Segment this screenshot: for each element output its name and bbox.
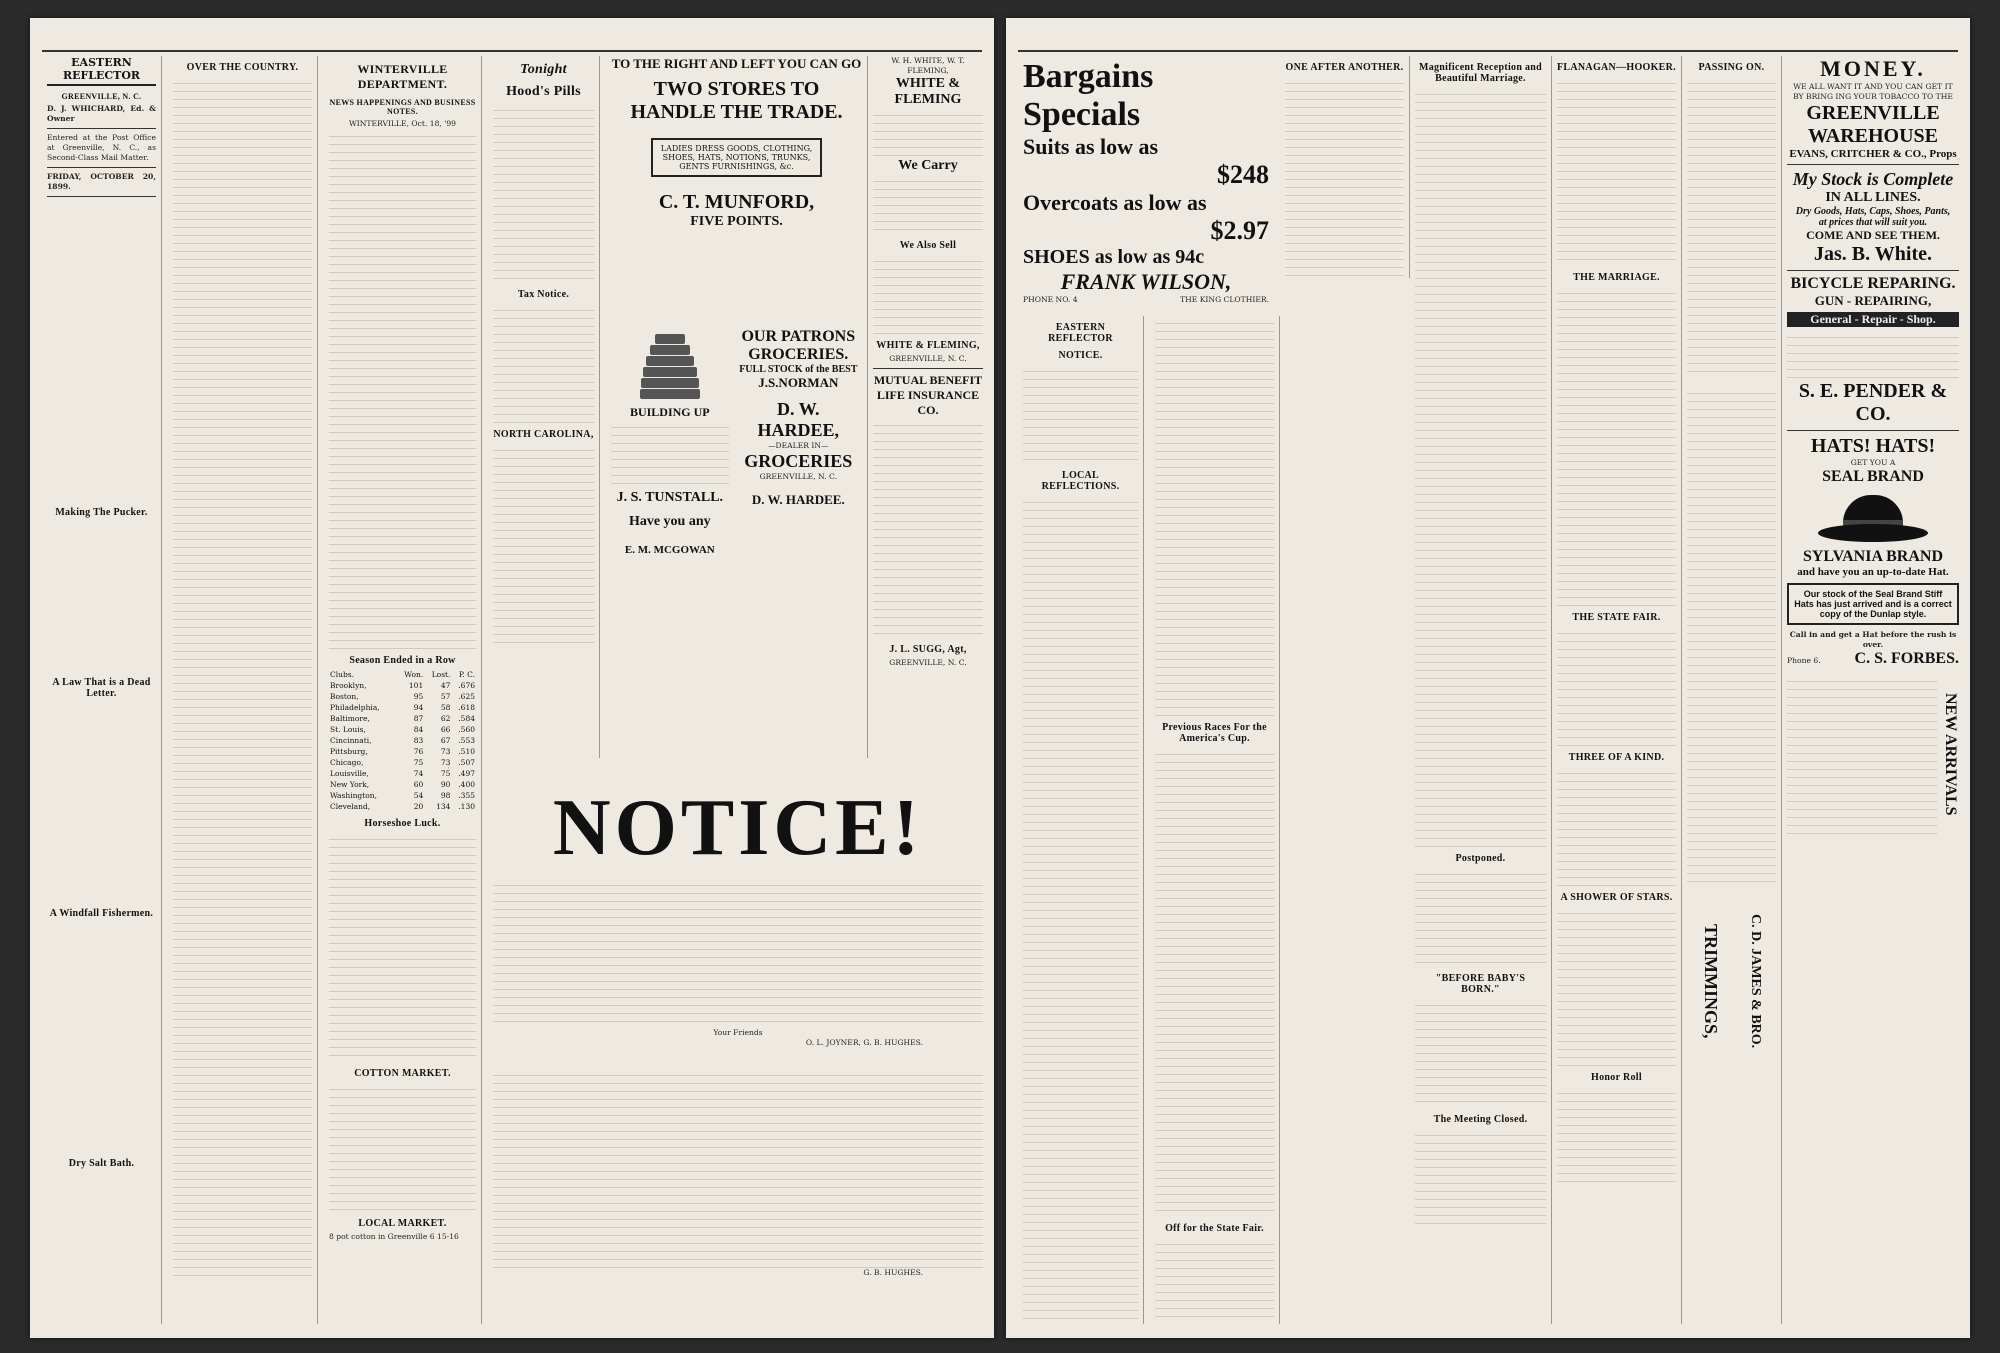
standings-header-cell: Clubs. xyxy=(330,670,355,679)
standings-row xyxy=(329,680,476,691)
standings-cell: 75 xyxy=(413,758,424,767)
left-page xyxy=(30,18,994,1338)
standings-header-cell: P. C. xyxy=(458,670,475,679)
our-patrons: OUR PATRONS xyxy=(741,328,856,345)
stock-line5: COME AND SEE THEM. xyxy=(1806,228,1940,242)
headline: THE STATE FAIR. xyxy=(1572,612,1661,623)
bicycle-line1: BICYCLE REPARING. xyxy=(1790,275,1956,292)
frank-wilson: FRANK WILSON, xyxy=(1060,269,1232,294)
standings-row xyxy=(329,757,476,768)
bargains-ad xyxy=(1018,58,1274,308)
white-fleming-ad xyxy=(868,56,988,848)
column-text-block xyxy=(1687,76,1776,376)
stores-line1: TO THE RIGHT AND LEFT YOU CAN GO xyxy=(611,56,862,71)
standings-cell: .355 xyxy=(458,791,475,800)
local-reflections: LOCAL REFLECTIONS. xyxy=(1041,470,1120,492)
shoes-line: SHOES as low as 94c xyxy=(1023,246,1205,268)
column-text-block xyxy=(1687,386,1776,886)
standings-row xyxy=(329,790,476,801)
standings-cell: .510 xyxy=(458,747,475,756)
left-col-3 xyxy=(324,56,482,1324)
stock-line3: Dry Goods, Hats, Caps, Shoes, Pants, xyxy=(1795,206,1951,217)
left-col-1 xyxy=(42,56,162,1324)
column-text-block xyxy=(47,201,156,501)
bargains-phone: PHONE NO. 4 xyxy=(1023,295,1078,304)
standings-cell: Cincinnati, xyxy=(330,736,372,745)
standings-cell: St. Louis, xyxy=(330,725,366,734)
left-col-4 xyxy=(488,56,600,758)
headline: Making The Pucker. xyxy=(55,507,148,518)
column-text-block xyxy=(1557,626,1676,746)
standings-cell: 67 xyxy=(440,736,451,745)
right-col-5 xyxy=(1682,56,1782,1324)
patrons-groceries: GROCERIES. xyxy=(748,346,849,363)
standings-row xyxy=(329,735,476,746)
standings-cell: Boston, xyxy=(330,692,359,701)
standings-cell: .618 xyxy=(458,703,475,712)
stock-line1: My Stock is Complete xyxy=(1792,169,1954,189)
hats-phone: Phone 6. xyxy=(1787,656,1821,665)
standings-cell: 73 xyxy=(440,747,451,756)
column-text-block xyxy=(873,108,983,158)
standings-cell: 60 xyxy=(413,780,424,789)
sylvania-brand: SYLVANIA BRAND xyxy=(1802,548,1944,565)
standings-cell: .553 xyxy=(458,736,475,745)
standings-cell: 76 xyxy=(413,747,424,756)
standings-cell: 101 xyxy=(408,681,424,690)
masthead-editor: D. J. WHICHARD, Ed. & Owner xyxy=(47,104,156,123)
standings-cell: .130 xyxy=(458,802,475,811)
column-text-block xyxy=(1557,286,1676,606)
standings-cell: 87 xyxy=(413,714,424,723)
standings-header-cell: Won. xyxy=(404,670,424,679)
left-col-2 xyxy=(168,56,318,1324)
notice-sign: G. B. HUGHES. xyxy=(863,1268,923,1277)
bicycle-line2: GUN - REPAIRING, xyxy=(1814,293,1932,308)
wf-names: W. H. WHITE, W. T. FLEMING, xyxy=(891,56,965,75)
standings-row xyxy=(329,746,476,757)
column-text-block xyxy=(1415,87,1546,847)
column-text-block xyxy=(873,418,983,638)
newspaper-spread xyxy=(30,18,1970,1338)
column-text-block xyxy=(1557,906,1676,1066)
standings-cell: Pittsburg, xyxy=(330,747,368,756)
standings-header-cell: Lost. xyxy=(431,670,451,679)
one-after-another xyxy=(1280,56,1410,278)
standings-cell: Cleveland, xyxy=(330,802,371,811)
tax-notice-title: Tax Notice. xyxy=(517,289,570,300)
column-text-block xyxy=(493,303,594,423)
standings-cell: .560 xyxy=(458,725,475,734)
insurance-place: GREENVILLE, N. C. xyxy=(889,658,967,667)
wf-title: WHITE & FLEMING xyxy=(894,76,962,107)
wf-we-also-sell: We Also Sell xyxy=(899,240,957,251)
state-title: NORTH CAROLINA, xyxy=(493,429,594,440)
insurance-agent: J. L. SUGG, Agt, xyxy=(889,644,967,655)
headline: Season Ended in a Row xyxy=(349,655,456,666)
standings-cell: 75 xyxy=(440,769,451,778)
tunstall-name: J. S. TUNSTALL. xyxy=(616,490,724,505)
standings-row xyxy=(329,801,476,812)
headline: COTTON MARKET. xyxy=(354,1068,451,1079)
headline: THE MARRIAGE. xyxy=(1573,272,1660,283)
suits-price: $248 xyxy=(1217,160,1269,189)
column-text-block xyxy=(1557,766,1676,886)
column-text-block xyxy=(1023,495,1138,1324)
headline: Off for the State Fair. xyxy=(1165,1223,1264,1234)
seal-brand: SEAL BRAND xyxy=(1822,468,1924,485)
winterville-dateline: WINTERVILLE, Oct. 18, '99 xyxy=(348,119,457,128)
headline: "BEFORE BABY'S BORN." xyxy=(1435,973,1526,995)
headline: Previous Races For the America's Cup. xyxy=(1162,722,1267,744)
headline: PASSING ON. xyxy=(1698,62,1765,73)
column-text-block xyxy=(1557,76,1676,266)
norman-name: J.S.NORMAN xyxy=(758,375,839,390)
headline: A SHOWER OF STARS. xyxy=(1560,892,1673,903)
money-sub: WE ALL WANT IT AND YOU CAN GET IT BY BRING ING YOUR TOBACCO TO THE xyxy=(1793,82,1953,101)
column-text-block xyxy=(1155,1237,1274,1324)
baseball-standings-table xyxy=(329,669,476,812)
standings-row xyxy=(329,691,476,702)
bargains-title: Bargains Specials xyxy=(1023,58,1154,133)
column-text-block xyxy=(329,129,476,649)
column-text-block xyxy=(493,103,594,283)
stores-line2: TWO STORES TO HANDLE THE TRADE. xyxy=(630,78,843,123)
column-text-block xyxy=(1415,867,1546,967)
standings-cell: 134 xyxy=(436,802,451,811)
standings-row xyxy=(329,702,476,713)
masthead-date: FRIDAY, OCTOBER 20, 1899. xyxy=(47,172,156,191)
standings-cell: Baltimore, xyxy=(330,714,370,723)
column-text-block xyxy=(329,832,476,1062)
winterville-title: WINTERVILLE DEPARTMENT. xyxy=(357,62,448,91)
new-arrivals-vertical: NEW ARRIVALS xyxy=(1942,692,1959,816)
wf-sign: WHITE & FLEMING, xyxy=(876,340,980,351)
column-text-block xyxy=(173,76,312,1276)
standings-cell: 94 xyxy=(413,703,424,712)
column-text-block xyxy=(1415,998,1546,1108)
right-col-3 xyxy=(1410,56,1552,1324)
right-col-2 xyxy=(1150,316,1280,1324)
headline: OVER THE COUNTRY. xyxy=(186,62,299,73)
right-col-1 xyxy=(1018,316,1144,1324)
forbes-name: C. S. FORBES. xyxy=(1854,650,1959,667)
column-text-block xyxy=(611,420,729,490)
headline: Dry Salt Bath. xyxy=(68,1158,135,1169)
cotton-note: 8 pot cotton in Greenville 6 15-16 xyxy=(329,1232,459,1241)
hardee-name: D. W. HARDEE, xyxy=(757,399,840,440)
notice-head: NOTICE. xyxy=(1058,350,1103,361)
standings-cell: .676 xyxy=(458,681,475,690)
notice-ad xyxy=(488,778,988,1324)
goods-stack-illustration xyxy=(640,334,700,399)
standings-cell: 95 xyxy=(413,692,424,701)
headline: Honor Roll xyxy=(1591,1072,1642,1083)
masthead-place: GREENVILLE, N. C. xyxy=(61,92,142,101)
headline: FLANAGAN—HOOKER. xyxy=(1557,62,1676,73)
stock-line2: IN ALL LINES. xyxy=(1825,190,1921,205)
right-col-4 xyxy=(1552,56,1682,1324)
headline: Magnificent Reception and Beautiful Marriage. xyxy=(1418,62,1543,84)
money-warehouse: WAREHOUSE xyxy=(1807,125,1939,147)
masthead-entry: Entered at the Post Office at Greenville, N. C., as Second-Class Mail Matter. xyxy=(47,133,156,162)
column-text-block xyxy=(1155,747,1274,1217)
hats-get: GET YOU A xyxy=(1850,458,1896,467)
standings-row xyxy=(329,713,476,724)
notice-signers: O. L. JOYNER, G. B. HUGHES. xyxy=(805,1038,923,1047)
column-text-block xyxy=(493,443,594,643)
stores-ad xyxy=(606,56,868,328)
standings-cell: Louisville, xyxy=(330,769,369,778)
column-text-block xyxy=(1787,674,1937,834)
standings-cell: 47 xyxy=(440,681,451,690)
wf-place: GREENVILLE, N. C. xyxy=(889,354,967,363)
standings-row xyxy=(329,724,476,735)
munford-name: C. T. MUNFORD, xyxy=(658,191,815,213)
column-text-block xyxy=(47,521,156,671)
right-ads-col xyxy=(1782,56,1964,1324)
column-text-block xyxy=(873,254,983,334)
column-text-block xyxy=(47,702,156,902)
masthead-title: EASTERN REFLECTOR xyxy=(47,56,156,86)
building-up: BUILDING UP xyxy=(629,405,710,419)
trimmings-vertical: TRIMMINGS, xyxy=(1701,923,1721,1039)
headline: THREE OF A KIND. xyxy=(1568,752,1665,763)
hardee-dealer: —DEALER IN— xyxy=(767,441,829,450)
standings-cell: .584 xyxy=(458,714,475,723)
column-text-block xyxy=(873,174,983,234)
standings-cell: 90 xyxy=(440,780,451,789)
winterville-subtitle: NEWS HAPPENINGS AND BUSINESS NOTES. xyxy=(329,98,476,116)
standings-cell: 20 xyxy=(413,802,424,811)
tonight-title: Tonight xyxy=(520,62,567,77)
standings-cell: New York, xyxy=(330,780,370,789)
headline: Postponed. xyxy=(1455,853,1506,864)
money-title: MONEY. xyxy=(1820,56,1926,81)
column-text-block xyxy=(493,878,983,1028)
standings-cell: Philadelphia, xyxy=(330,703,380,712)
money-evans: EVANS, CRITCHER & CO., Props xyxy=(1789,148,1957,160)
hat-illustration xyxy=(1818,492,1928,542)
hardee-sign: D. W. HARDEE. xyxy=(751,492,845,507)
munford-place: FIVE POINTS. xyxy=(690,214,783,229)
standings-cell: 98 xyxy=(440,791,451,800)
standings-cell: .497 xyxy=(458,769,475,778)
headline: The Meeting Closed. xyxy=(1433,1114,1528,1125)
standings-cell: 74 xyxy=(413,769,424,778)
column-text-block xyxy=(1557,1086,1676,1186)
hardee-place: GREENVILLE, N. C. xyxy=(759,472,837,481)
standings-cell: 62 xyxy=(440,714,451,723)
standings-cell: 84 xyxy=(413,725,424,734)
headline: A Law That is a Dead Letter. xyxy=(52,677,151,699)
stock-name: Jas. B. White. xyxy=(1814,243,1932,265)
column-text-block xyxy=(329,1082,476,1212)
money-greenville: GREENVILLE xyxy=(1806,102,1940,124)
hoods-pills-title: Hood's Pills xyxy=(506,84,581,99)
headline: Horseshoe Luck. xyxy=(364,818,441,829)
standings-cell: .507 xyxy=(458,758,475,767)
wf-we-carry: We Carry xyxy=(898,158,958,173)
notice-from: Your Friends xyxy=(713,1028,763,1037)
standings-cell: .400 xyxy=(458,780,475,789)
standings-cell: 54 xyxy=(413,791,424,800)
mcgowan-name: E. M. MCGOWAN xyxy=(624,544,715,556)
suits-label: Suits as low as xyxy=(1023,134,1159,159)
hardee-groceries: GROCERIES xyxy=(744,451,853,471)
headline: A Windfall Fishermen. xyxy=(49,908,154,919)
standings-cell: 66 xyxy=(440,725,451,734)
standings-cell: 58 xyxy=(440,703,451,712)
hats-uptodate: and have you an up-to-date Hat. xyxy=(1797,566,1949,578)
james-vertical: C. D. JAMES & BRO. xyxy=(1748,913,1763,1049)
column-text-block xyxy=(1285,76,1404,276)
right-page xyxy=(1006,18,1970,1338)
full-stock: FULL STOCK of the BEST xyxy=(739,364,858,375)
column-text-block xyxy=(1787,330,1959,380)
bicycle-line3: General - Repair - Shop. xyxy=(1787,312,1959,327)
bargains-tag: THE KING CLOTHIER. xyxy=(1180,295,1269,304)
insurance-title: MUTUAL BENEFIT LIFE INSURANCE CO. xyxy=(873,373,983,417)
reflector-masthead: EASTERN REFLECTOR xyxy=(1048,322,1113,344)
standings-cell: Brooklyn, xyxy=(330,681,367,690)
stock-line4: at prices that will suit you. xyxy=(1818,217,1928,228)
column-text-block xyxy=(1023,364,1138,464)
have-you-any: Have you any xyxy=(628,514,711,529)
standings-cell: Chicago, xyxy=(330,758,364,767)
hats-box: Our stock of the Seal Brand Stiff Hats has just arrived and is a correct copy of the Dunlap style. xyxy=(1787,583,1959,625)
overcoats-price: $2.97 xyxy=(1210,216,1269,245)
headline: LOCAL MARKET. xyxy=(358,1218,447,1229)
standings-cell: Washington, xyxy=(330,791,377,800)
pender-name: S. E. PENDER & CO. xyxy=(1798,380,1948,425)
patrons-ad xyxy=(606,328,868,758)
column-text-block xyxy=(47,922,156,1152)
column-text-block xyxy=(1415,1128,1546,1228)
column-text-block xyxy=(1155,316,1274,716)
standings-row xyxy=(329,779,476,790)
column-text-block xyxy=(493,1068,983,1268)
standings-row xyxy=(329,768,476,779)
stores-box: LADIES DRESS GOODS, CLOTHING, SHOES, HATS, NOTIONS, TRUNKS, GENTS FURNISHINGS, &c. xyxy=(651,138,822,177)
notice-title: NOTICE! xyxy=(552,784,924,872)
standings-cell: 73 xyxy=(440,758,451,767)
hats-title: HATS! HATS! xyxy=(1810,435,1936,457)
overcoats-label: Overcoats as low as xyxy=(1023,190,1207,215)
hats-rush: Call in and get a Hat before the rush is over. xyxy=(1789,630,1957,649)
standings-cell: 57 xyxy=(440,692,451,701)
headline: ONE AFTER ANOTHER. xyxy=(1285,62,1404,73)
standings-cell: 83 xyxy=(413,736,424,745)
standings-cell: .625 xyxy=(458,692,475,701)
